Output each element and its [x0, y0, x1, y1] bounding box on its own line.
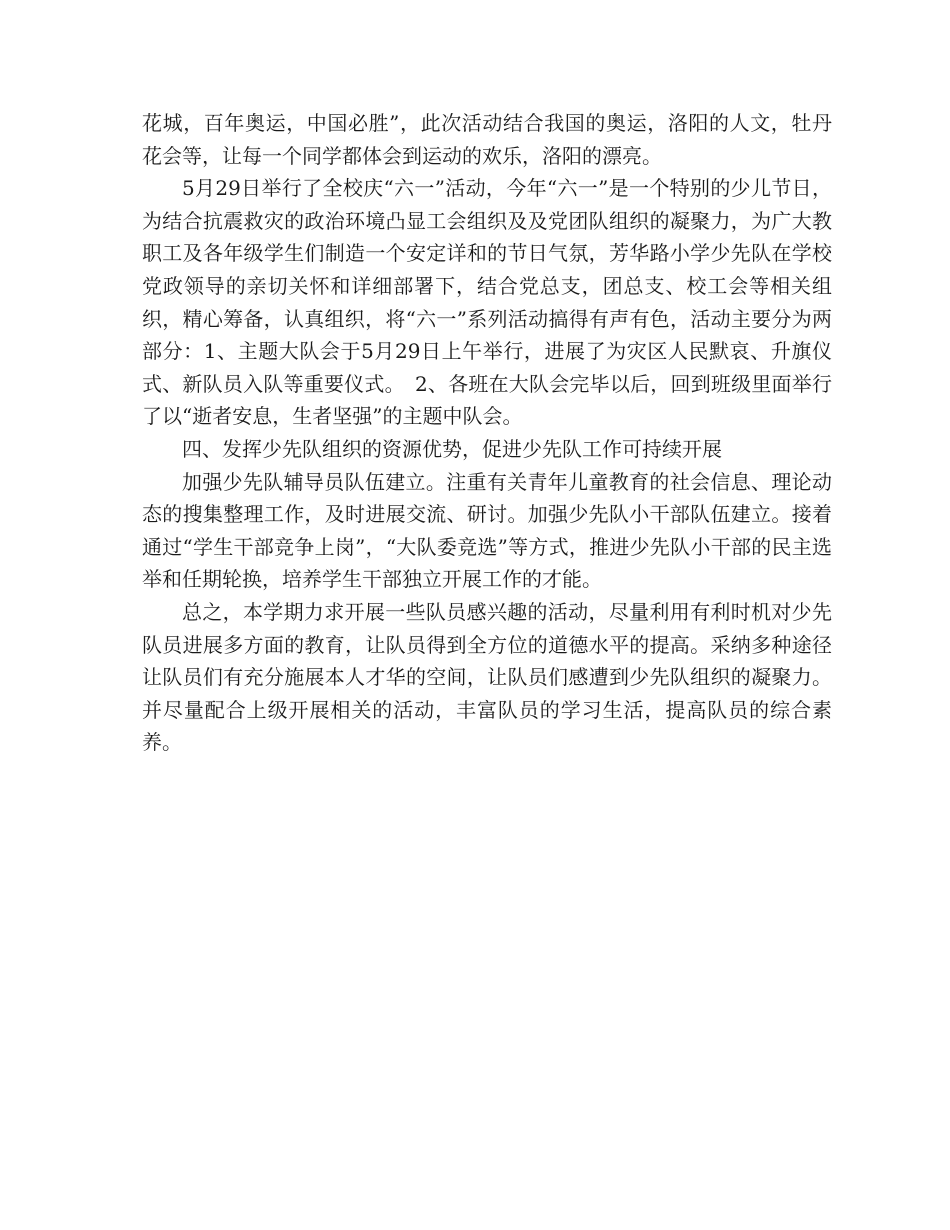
section-heading-four: 四、发挥少先队组织的资源优势，促进少先队工作可持续开展 — [182, 436, 722, 461]
paragraph-counselor-team: 加强少先队辅导员队伍建立。注重有关青年儿童教育的社会信息、理论动态的搜集整理工作，及时进展交流、研讨。加强少先队小干部队伍建立。接着通过“学生干部竞争上岗”，“大队委竞选”等方式，推进少先队小干部的民主选举和任期轮换，培养学生干部独立开展工作的才能。 — [142, 469, 832, 592]
paragraph-children-day: 5月29日举行了全校庆“六一”活动，今年“六一”是一个特别的少儿节日，为结合抗震救灾的政治环境凸显工会组织及及党团队组织的凝聚力，为广大教职工及各年级学生们制造一个安定详和的节日气氛，芳华路小学少先队在学校党政领导的亲切关怀和详细部署下，结合党总支，团总支、校工会等相关组织，精心筹备，认真组织，将“六一”系列活动搞得有声有色，活动主要分为两部分：1、主题大队会于5月29日上午举行，进展了为灾区人民默哀、升旗仪式、新队员入队等重要仪式。 2、各班在大队会完毕以后，回到班级里面举行了以“逝者安息，生者坚强”的主题中队会。 — [142, 176, 832, 429]
paragraph-olympics-activity: 花城，百年奥运，中国必胜”，此次活动结合我国的奥运，洛阳的人文，牡丹花会等，让每一个同学都体会到运动的欢乐，洛阳的漂亮。 — [142, 111, 832, 168]
document-page — [142, 107, 832, 759]
paragraph-summary: 总之，本学期力求开展一些队员感兴趣的活动，尽量利用有利时机对少先队员进展多方面的教育，让队员得到全方位的道德水平的提高。采纳多种途径让队员们有充分施展本人才华的空间，让队员们感遭到少先队组织的凝聚力。并尽量配合上级开展相关的活动，丰富队员的学习生活，提高队员的综合素养。 — [142, 599, 832, 755]
